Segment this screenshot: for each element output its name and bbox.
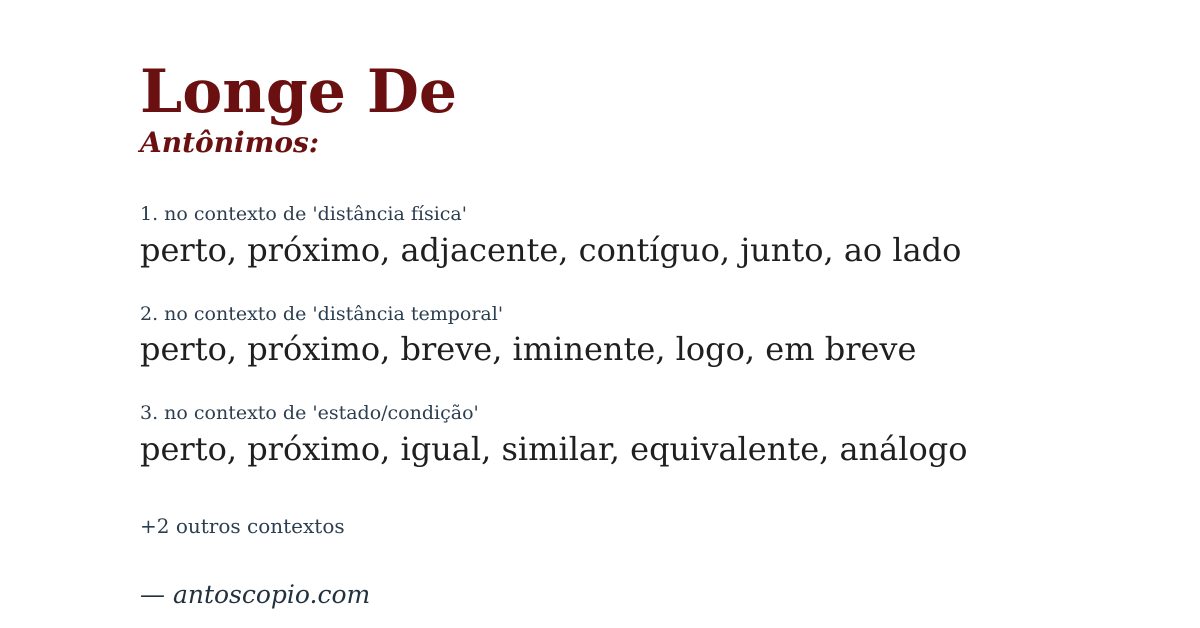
entry-3 xyxy=(140,402,1140,469)
entry-3-context-label: 3. no contexto de 'estado/condição' xyxy=(140,402,479,425)
antonyms-subtitle: Antônimos: xyxy=(140,126,320,159)
more-contexts-note: +2 outros contextos xyxy=(140,514,345,539)
attribution-source: — antoscopio.com xyxy=(140,580,371,610)
entry-2 xyxy=(140,303,1140,370)
entry-2-antonyms-text: perto, próximo, breve, iminente, logo, em breve xyxy=(140,330,917,369)
entry-3-antonyms-text: perto, próximo, igual, similar, equivalente, análogo xyxy=(140,430,968,469)
entry-1 xyxy=(140,203,1140,270)
page-title: Longe De xyxy=(140,57,458,127)
entry-1-antonyms-text: perto, próximo, adjacente, contíguo, junto, ao lado xyxy=(140,230,962,269)
entry-2-context-label: 2. no contexto de 'distância temporal' xyxy=(140,302,504,325)
entries-list xyxy=(140,203,1140,469)
entry-1-context-label: 1. no contexto de 'distância física' xyxy=(140,202,467,225)
